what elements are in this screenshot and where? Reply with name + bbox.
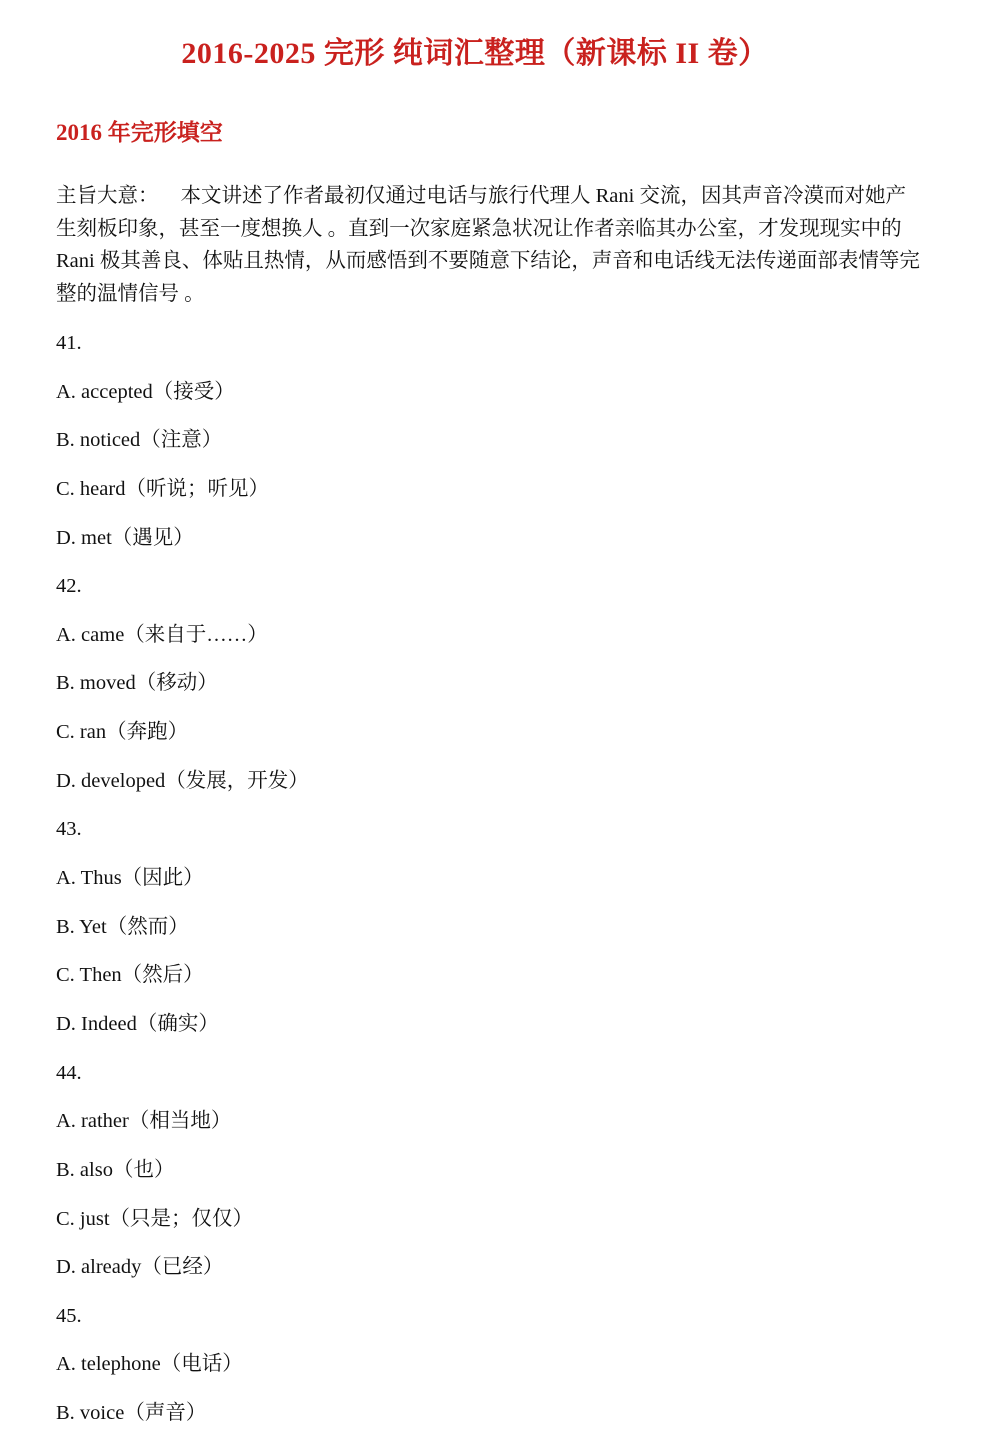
summary-paragraph [56,180,926,310]
option-item: D. already（已经） [56,1256,224,1279]
question-number: 43. [56,818,82,841]
option-item: B. voice（声音） [56,1402,207,1425]
option-item: A. Thus（因此） [56,867,204,890]
option-item: A. came（来自于……） [56,623,268,646]
option-item: C. ran（奔跑） [56,721,189,744]
question-number: 45. [56,1304,82,1327]
question-list [56,327,936,1446]
question-number: 42. [56,575,82,598]
option-item: B. moved（移动） [56,672,218,695]
question-number: 44. [56,1061,82,1084]
option-item: B. also（也） [56,1158,175,1181]
option-item: B. Yet（然而） [56,915,189,938]
question-number: 41. [56,332,82,354]
option-item: C. heard（听说；听见） [56,477,269,500]
option-item: C. Then（然后） [56,964,204,987]
option-item: D. met（遇见） [56,526,194,549]
option-item: D. developed（发展，开发） [56,769,309,792]
option-item: A. rather（相当地） [56,1110,232,1133]
option-item: A. telephone（电话） [56,1353,243,1376]
summary-text: 本文讲述了作者最初仅通过电话与旅行代理人 Rani 交流，因其声音冷漠而对她产生刻板印象，甚至一度想换人 。直到一次家庭紧急状况让作者亲临其办公室，才发现现实中的 Rani 极其善良、体贴且热情，从而感悟到不要随意下结论，声音和电话线无法传递面部表情等完整的温情信号 。 [56,185,920,305]
summary-label: 主旨大意： [56,185,159,207]
option-item: D. Indeed（确实） [56,1012,219,1035]
document-title: 2016-2025 完形 纯词汇整理（新课标 II 卷） [181,37,769,70]
option-item: A. accepted（接受） [56,380,235,403]
option-item: B. noticed（注意） [56,429,223,452]
option-item: C. just（只是；仅仅） [56,1207,254,1230]
section-heading: 2016 年完形填空 [56,120,223,145]
